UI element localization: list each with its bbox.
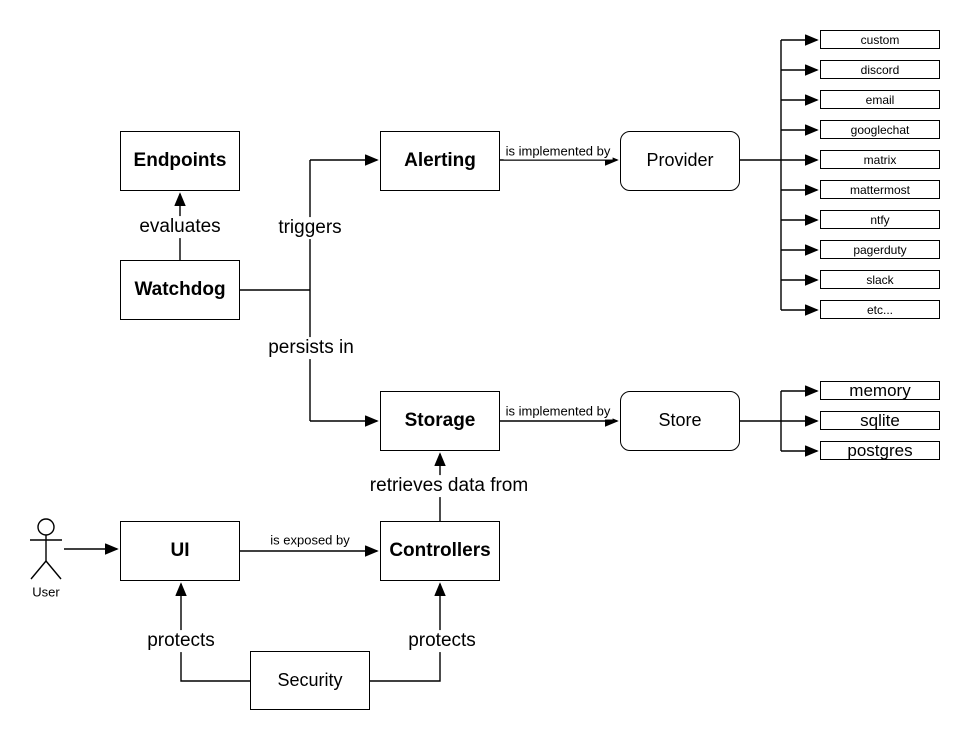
store-option-memory: memory [820, 381, 940, 400]
provider-option-custom: custom [820, 30, 940, 49]
store-option-sqlite: sqlite [820, 411, 940, 430]
provider-option-googlechat: googlechat [820, 120, 940, 139]
node-ui: UI [120, 521, 240, 581]
node-watchdog: Watchdog [120, 260, 240, 320]
node-alerting: Alerting [380, 131, 500, 191]
node-endpoints: Endpoints [120, 131, 240, 191]
edge-label-persists-in: persists in [268, 337, 354, 359]
edge-label-is-implemented-by-store: is implemented by [505, 403, 611, 419]
node-controllers: Controllers [380, 521, 500, 581]
node-security: Security [250, 651, 370, 710]
provider-option-pagerduty: pagerduty [820, 240, 940, 259]
provider-option-mattermost: mattermost [820, 180, 940, 199]
node-storage: Storage [380, 391, 500, 451]
store-option-postgres: postgres [820, 441, 940, 460]
provider-option-etc: etc... [820, 300, 940, 319]
edge-label-retrieves-data-from: retrieves data from [369, 475, 529, 497]
user-actor-icon [30, 519, 62, 579]
provider-option-slack: slack [820, 270, 940, 289]
edge-label-is-implemented-by-provider: is implemented by [505, 143, 611, 159]
provider-option-discord: discord [820, 60, 940, 79]
provider-option-email: email [820, 90, 940, 109]
edge-label-protects-controllers: protects [408, 630, 476, 652]
node-store: Store [620, 391, 740, 451]
provider-option-ntfy: ntfy [820, 210, 940, 229]
edge-label-protects-ui: protects [147, 630, 215, 652]
node-provider: Provider [620, 131, 740, 191]
edge-label-triggers: triggers [278, 217, 342, 239]
edge-label-is-exposed-by: is exposed by [270, 532, 350, 548]
edge-label-evaluates: evaluates [139, 216, 221, 238]
provider-option-matrix: matrix [820, 150, 940, 169]
user-actor-label: User [32, 584, 60, 600]
